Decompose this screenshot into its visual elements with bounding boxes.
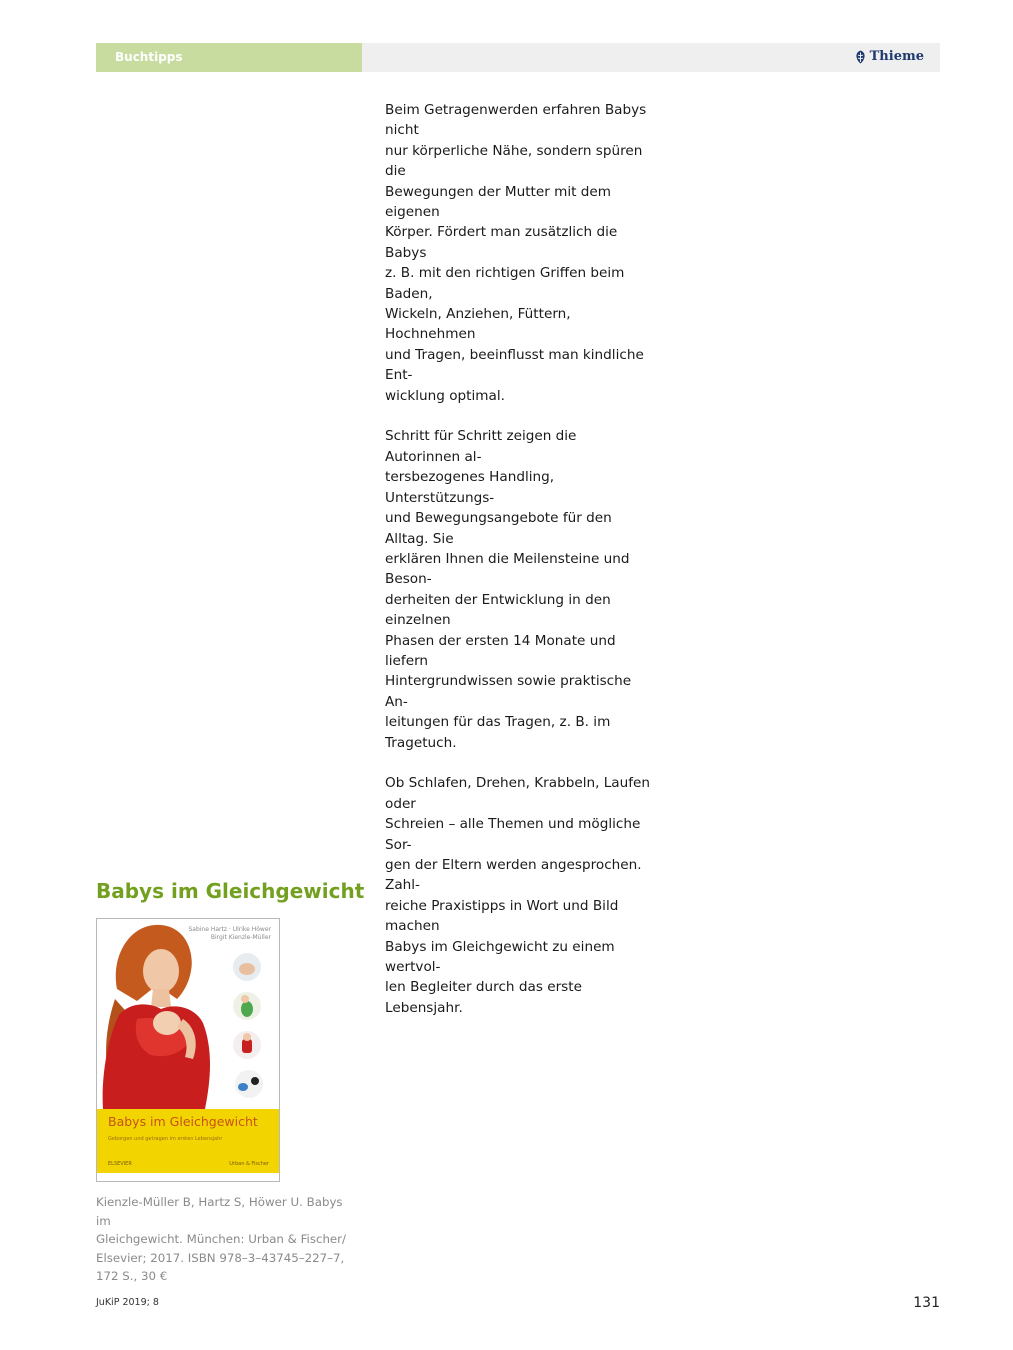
brand-header-bar <box>362 43 940 72</box>
cover-title-band <box>97 1109 279 1173</box>
cover-publisher-urban-fischer: Urban & Fischer <box>229 1161 269 1167</box>
thieme-emblem-icon <box>855 50 866 64</box>
section-label: Buchtipps <box>115 50 183 64</box>
brand-logo <box>855 49 924 64</box>
article-body <box>385 100 653 1039</box>
page-number: 131 <box>913 1295 940 1311</box>
book-title: Babys im Gleichgewicht <box>96 879 365 903</box>
body-paragraph: Beim Getragenwerden erfahren Babys nicht nur körperliche Nähe, sondern spüren die Bewegungen der Mutter mit dem eigenen Körper. Fördert man zusätzlich die Babys z. B. mit den richtigen Griffen beim Baden, Wickeln, Anziehen, Füttern, Hochnehmen und Tragen, beeinflusst man kindliche Ent- wicklung optimal. <box>385 102 647 404</box>
book-cover <box>96 918 280 1182</box>
cover-title: Babys im Gleichgewicht <box>108 1114 258 1129</box>
section-header-bar <box>96 43 362 72</box>
cover-publisher-elsevier: ELSEVIER <box>108 1161 132 1167</box>
body-paragraph: Ob Schlafen, Drehen, Krabbeln, Laufen oder Schreien – alle Themen und mögliche Sor- gen der Eltern werden angesprochen. Zahl- reiche Praxistipps in Wort und Bild machen Babys im Gleichgewicht zu einem wertvol- len Begleiter durch das erste Lebensjahr. <box>385 775 651 1016</box>
cover-subtitle: Geborgen und getragen im ersten Lebensjahr <box>108 1136 223 1142</box>
cover-authors: Sabine Hartz · Ulrike Höwer Birgit Kienzle-Müller <box>188 926 271 941</box>
brand-name: Thieme <box>869 49 924 64</box>
body-paragraph: Schritt für Schritt zeigen die Autorinnen al- tersbezogenes Handling, Unterstützungs- und Bewegungsangebote für den Alltag. Sie erklären Ihnen die Meilensteine und Beson- derheiten der Entwicklung in den einzelnen Phasen der ersten 14 Monate und liefern Hintergrundwissen sowie praktische An- leitungen für das Tragen, z. B. im Tragetuch. <box>385 428 632 751</box>
journal-reference: JuKiP 2019; 8 <box>96 1297 159 1308</box>
book-citation: Kienzle-Müller B, Hartz S, Höwer U. Babys im Gleichgewicht. München: Urban & Fischer/ Elsevier; 2017. ISBN 978–3–43745–227–7, 172 S., 30 € <box>96 1195 347 1283</box>
